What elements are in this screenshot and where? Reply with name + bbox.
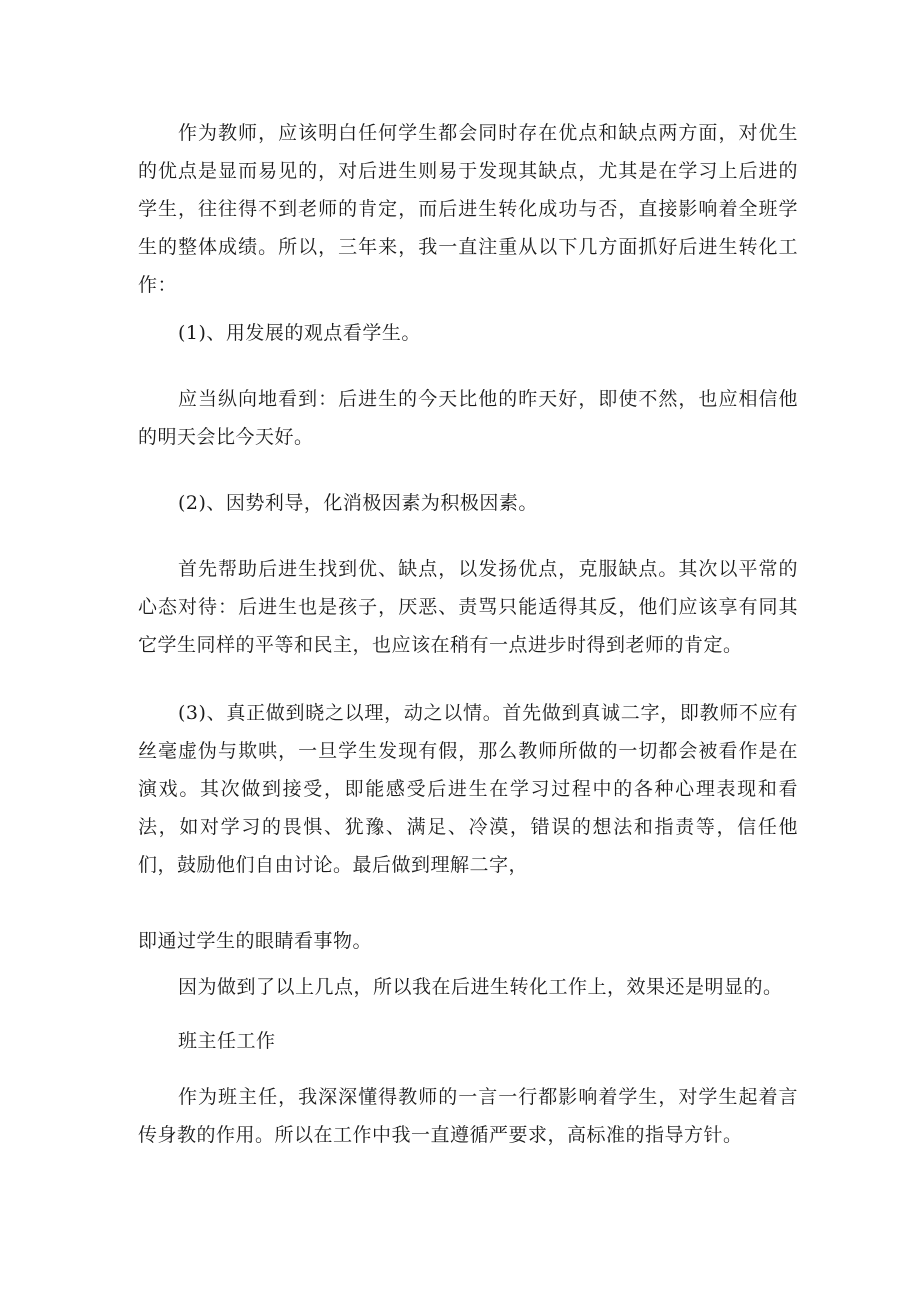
point-1-heading: (1)、用发展的观点看学生。 xyxy=(178,322,421,344)
intro-paragraph: 作为教师，应该明白任何学生都会同时存在优点和缺点两方面，对优生的优点是显而易见的，对后进生则易于发现其缺点，尤其是在学习上后进的学生，往往得不到老师的肯定，而后进生转化成功与否，直接影响着全班学生的整体成绩。所以，三年来，我一直注重从以下几方面抓好后进生转化工作： xyxy=(138,122,798,296)
result-paragraph: 因为做到了以上几点，所以我在后进生转化工作上，效果还是明显的。 xyxy=(178,976,783,998)
section-heading-class-teacher: 班主任工作 xyxy=(178,1030,276,1052)
class-teacher-paragraph: 作为班主任，我深深懂得教师的一言一行都影响着学生，对学生起着言传身教的作用。所以在工作中我一直遵循严要求，高标准的指导方针。 xyxy=(138,1086,798,1146)
point-3-paragraph: (3)、真正做到晓之以理，动之以情。首先做到真诚二字，即教师不应有丝毫虚伪与欺哄，一旦学生发现有假，那么教师所做的一切都会被看作是在演戏。其次做到接受，即能感受后进生在学习过程中的各种心理表现和看法，如对学习的畏惧、犹豫、满足、冷漠，错误的想法和指责等，信任他们，鼓励他们自由讨论。最后做到理解二字， xyxy=(138,702,798,876)
point-3-continuation: 即通过学生的眼睛看事物。 xyxy=(138,930,373,952)
point-2-heading: (2)、因势利导，化消极因素为积极因素。 xyxy=(178,492,538,514)
point-1-body: 应当纵向地看到：后进生的今天比他的昨天好，即使不然，也应相信他的明天会比今天好。 xyxy=(138,388,798,448)
point-2-body: 首先帮助后进生找到优、缺点，以发扬优点，克服缺点。其次以平常的心态对待：后进生也是孩子，厌恶、责骂只能适得其反，他们应该享有同其它学生同样的平等和民主，也应该在稍有一点进步时得到老师的肯定。 xyxy=(138,558,798,656)
